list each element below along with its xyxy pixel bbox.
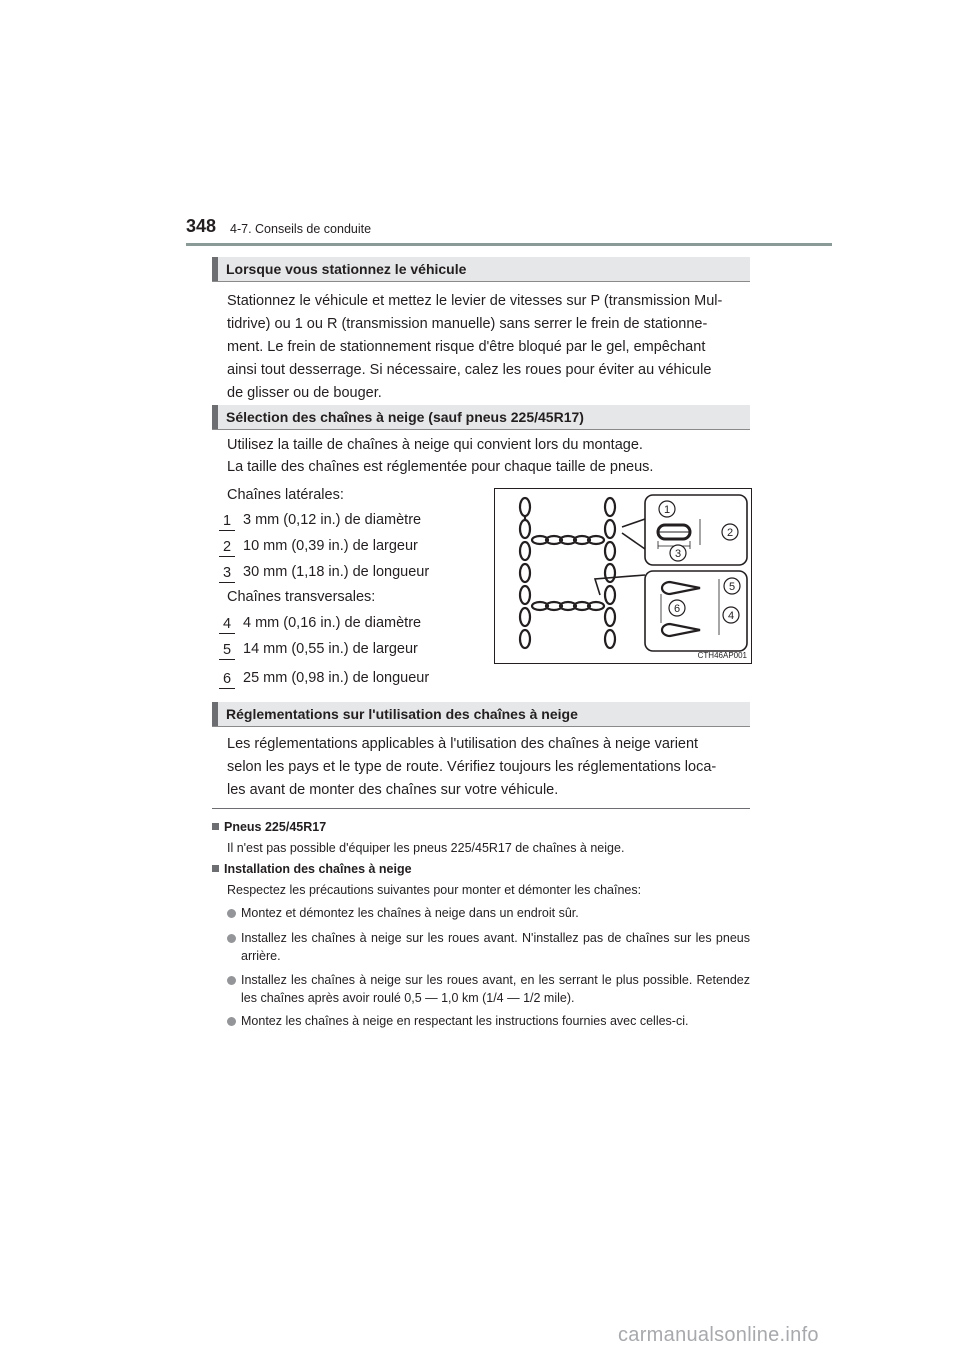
text-line: tidrive) ou 1 ou R (transmission manuelle) sans serrer le frein de stationne- — [227, 316, 708, 332]
section-bar — [212, 257, 218, 281]
text-line: ainsi tout desserrage. Si nécessaire, calez les roues pour éviter au véhicule — [227, 362, 712, 378]
section-bar — [212, 702, 218, 726]
square-bullet-icon — [212, 823, 219, 830]
page-number: 348 — [186, 216, 217, 236]
text-line: les avant de monter des chaînes sur votre véhicule. — [227, 782, 559, 798]
cross-chains-label: Chaînes transversales: — [227, 589, 376, 605]
text-line: ment. Le frein de stationnement risque d'être bloqué par le gel, empêchant — [227, 339, 706, 355]
section-bar — [212, 405, 218, 429]
spec-text-2: 10 mm (0,39 in.) de largeur — [243, 538, 418, 554]
header-rule — [186, 243, 832, 246]
spec-number-5: 5 — [219, 641, 235, 659]
text-line: Stationnez le véhicule et mettez le levier de vitesses sur P (transmission Mul- — [227, 293, 723, 309]
chain-illustration — [495, 489, 751, 663]
section-header-regulations — [212, 702, 750, 727]
snow-chain-diagram — [494, 488, 752, 664]
regulations-paragraph — [227, 733, 746, 802]
side-chains-label: Chaînes latérales: — [227, 487, 344, 503]
section-title: Lorsque vous stationnez le véhicule — [226, 261, 467, 277]
spec-text-1: 3 mm (0,12 in.) de diamètre — [243, 512, 422, 528]
spec-text-6: 25 mm (0,98 in.) de longueur — [243, 670, 430, 686]
note-text-install: Respectez les précautions suivantes pour monter et démonter les chaînes: — [227, 883, 642, 897]
note-heading-install — [212, 862, 412, 876]
section-header-selection — [212, 405, 750, 430]
bullet-dot-icon — [227, 909, 236, 918]
spec-text-5: 14 mm (0,55 in.) de largeur — [243, 641, 418, 657]
spec-number-4: 4 — [219, 615, 235, 633]
chapter-title: 4-7. Conseils de conduite — [230, 222, 372, 236]
note-heading-text: Pneus 225/45R17 — [224, 820, 327, 834]
bullet-item: Installez les chaînes à neige sur les roues avant. N'installez pas de chaînes sur les pneus arrière. — [241, 931, 750, 963]
spec-text-4: 4 mm (0,16 in.) de diamètre — [243, 615, 422, 631]
text-line: selon les pays et le type de route. Vérifiez toujours les réglementations loca- — [227, 759, 717, 775]
callout-3: 3 — [674, 548, 682, 560]
parking-paragraph — [227, 290, 746, 405]
square-bullet-icon — [212, 865, 219, 872]
watermark: carmanualsonline.info — [618, 1324, 819, 1346]
note-text-tires: Il n'est pas possible d'équiper les pneus 225/45R17 de chaînes à neige. — [227, 841, 625, 855]
spec-number-1: 1 — [219, 512, 235, 530]
section-title: Sélection des chaînes à neige (sauf pneus 225/45R17) — [226, 409, 584, 425]
bullet-dot-icon — [227, 976, 236, 985]
callout-4: 4 — [727, 610, 735, 622]
section-header-parking — [212, 257, 750, 282]
spec-number-2: 2 — [219, 538, 235, 556]
bullet-item: Installez les chaînes à neige sur les roues avant, en les serrant le plus possible. Retendez les chaînes après avoir roulé 0,5 — 1,0 km (1/4 — 1/2 mile). — [241, 973, 750, 1005]
note-heading-text: Installation des chaînes à neige — [224, 862, 412, 876]
callout-1: 1 — [663, 504, 671, 516]
text-line: Les réglementations applicables à l'utilisation des chaînes à neige varient — [227, 736, 699, 752]
figure-code: CTH46AP001 — [697, 651, 747, 660]
selection-intro-2: La taille des chaînes est réglementée pour chaque taille de pneus. — [227, 459, 654, 475]
callout-2: 2 — [726, 527, 734, 539]
selection-intro-1: Utilisez la taille de chaînes à neige qui convient lors du montage. — [227, 437, 643, 453]
bullet-item: Montez et démontez les chaînes à neige dans un endroit sûr. — [241, 906, 579, 920]
text-line: de glisser ou de bouger. — [227, 385, 382, 401]
callout-6: 6 — [673, 603, 681, 615]
spec-number-6: 6 — [219, 670, 235, 688]
bullet-dot-icon — [227, 1017, 236, 1026]
bullet-dot-icon — [227, 934, 236, 943]
bullet-item: Montez les chaînes à neige en respectant les instructions fournies avec celles-ci. — [241, 1014, 689, 1028]
notes-rule — [212, 808, 750, 809]
spec-number-3: 3 — [219, 564, 235, 582]
spec-text-3: 30 mm (1,18 in.) de longueur — [243, 564, 430, 580]
section-title: Réglementations sur l'utilisation des chaînes à neige — [226, 706, 578, 722]
note-heading-tires — [212, 820, 326, 834]
callout-5: 5 — [728, 581, 736, 593]
